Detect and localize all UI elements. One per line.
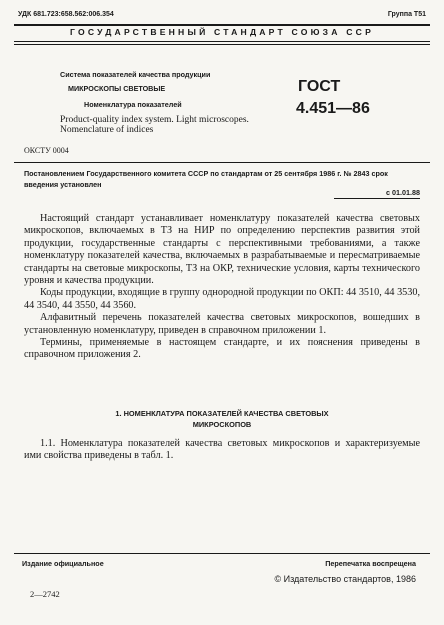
- title-rule-upper: [14, 41, 430, 42]
- title-ru: МИКРОСКОПЫ СВЕТОВЫЕ: [68, 84, 166, 93]
- group-code: Группа Т51: [387, 11, 426, 18]
- section-heading: 1. НОМЕНКЛАТУРА ПОКАЗАТЕЛЕЙ КАЧЕСТВА СВЕТОВЫХ МИКРОСКОПОВ: [115, 409, 329, 429]
- publisher-copyright: © Издательство стандартов, 1986: [274, 574, 416, 584]
- paragraph: 1.1. Номенклатура показателей качества световых микроскопов и характеризуемые ими свойства приведены в табл. 1.: [24, 438, 420, 462]
- okstu-rule: [14, 162, 430, 163]
- body-paragraphs: [24, 213, 420, 362]
- paragraph: Алфавитный перечень показателей качества световых микроскопов, вошедших в установленную номенклатуру, приведен в справочном приложении 1.: [24, 312, 420, 336]
- paragraph: Коды продукции, входящие в группу однородной продукции по ОКП: 44 3510, 44 3530, 44 3540, 44 3550, 44 3560.: [24, 287, 420, 311]
- reprint-notice: Перепечатка воспрещена: [325, 559, 416, 568]
- title-rule-lower: [14, 44, 430, 45]
- order-number: 2—2742: [30, 589, 60, 599]
- effective-date-rule: [334, 198, 420, 199]
- paragraph: Термины, применяемые в настоящем стандарте, и их пояснения приведены в справочном приложения 2.: [24, 337, 420, 361]
- gost-code: ГОСТ: [298, 78, 341, 95]
- paragraph-1-1: [24, 438, 420, 463]
- paragraph: Настоящий стандарт устанавливает номенклатуру показателей качества световых микроскопов, включаемых в ТЗ на НИР по определению перспектив развития этой продукции, государственные стандарты с перспективными требованиями, а также номенклатуру показателей качества, включаемых в разрабатываемые и пересматриваемые стандарты на световые микроскопы, ТЗ на ОКР, технические условия, карты технического уровня и качества продукции.: [24, 213, 420, 287]
- subtitle-ru: Номенклатура показателей: [84, 100, 182, 109]
- top-rule: [14, 24, 430, 26]
- effective-date: с 01.01.88: [386, 188, 420, 197]
- okstu-code: ОКСТУ 0004: [24, 146, 69, 155]
- udk-code: УДК 681.723:658.562:006.354: [18, 11, 114, 18]
- footer-rule: [14, 553, 430, 554]
- gost-number: 4.451—86: [296, 100, 370, 117]
- official-edition: Издание официальное: [22, 559, 104, 568]
- system-line: Система показателей качества продукции: [60, 70, 211, 79]
- state-standard-title: ГОСУДАРСТВЕННЫЙ СТАНДАРТ СОЮЗА ССР: [69, 27, 375, 37]
- decree-text: Постановлением Государственного комитета СССР по стандартам от 25 сентября 1986 г. № 2843 срок введения установлен: [24, 169, 388, 189]
- title-en: Product-quality index system. Light microscopes. Nomenclature of indices: [60, 115, 249, 135]
